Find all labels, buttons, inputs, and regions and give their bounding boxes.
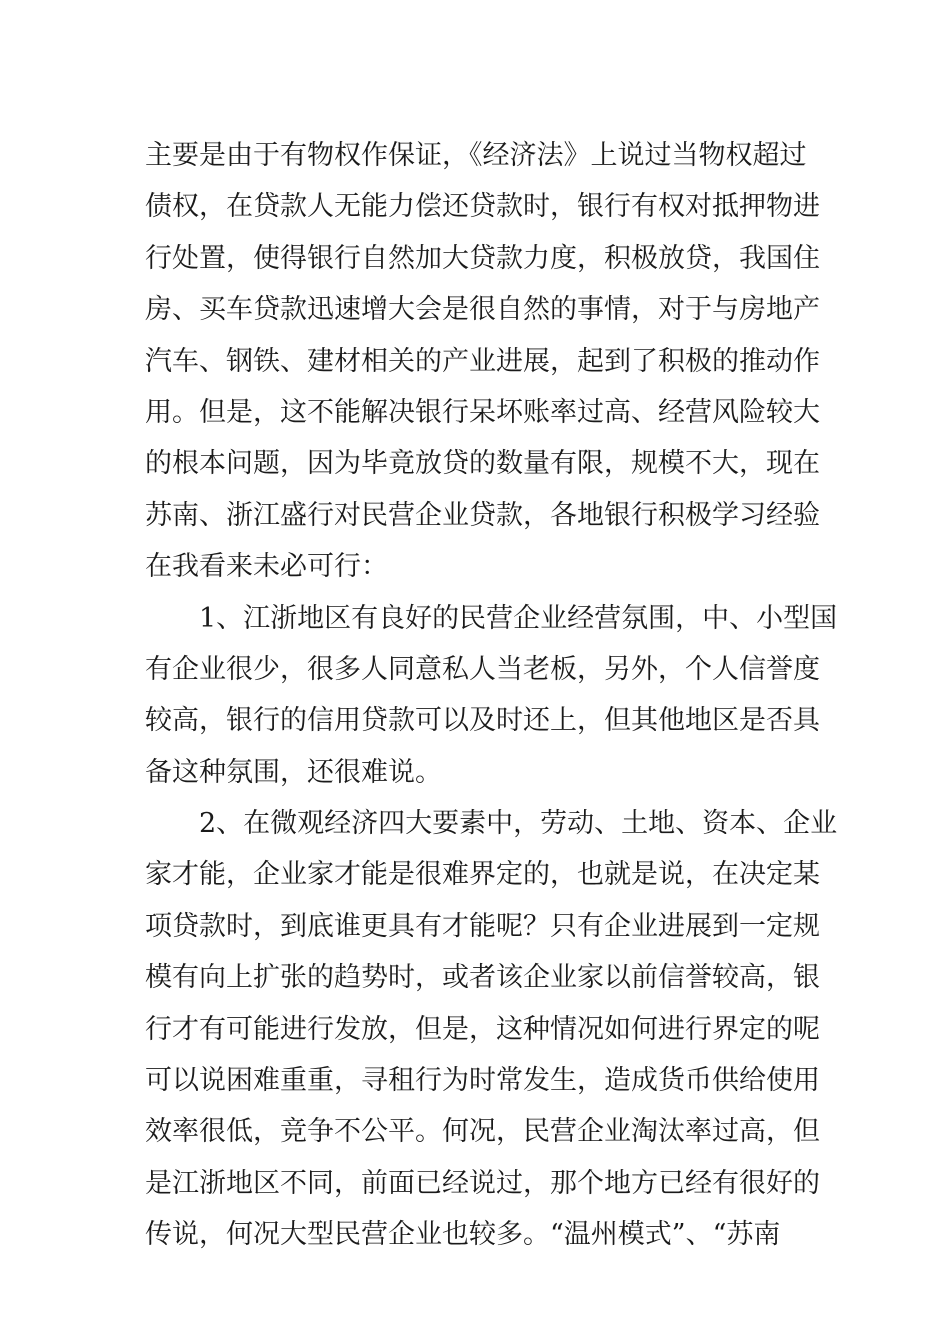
text-line: 项贷款时，到底谁更具有才能呢？只有企业进展到一定规 [145, 910, 820, 942]
text-line: 汽车、钢铁、建材相关的产业进展，起到了积极的推动作 [145, 345, 820, 377]
text-line: 苏南、浙江盛行对民营企业贷款，各地银行积极学习经验 [145, 499, 820, 531]
text-line: 主要是由于有物权作保证，《经济法》上说过当物权超过 [145, 140, 807, 171]
text-line: 用。但是，这不能解决银行呆坏账率过高、经营风险较大 [145, 396, 820, 428]
text-line: 在我看来未必可行： [145, 551, 388, 583]
text-line: 有企业很少，很多人同意私人当老板，另外，个人信誉度 [145, 653, 820, 685]
text-line: 家才能，企业家才能是很难界定的，也就是说，在决定某 [145, 859, 820, 891]
text-line: 债权，在贷款人无能力偿还贷款时，银行有权对抵押物进 [145, 191, 820, 223]
text-line: 行处置，使得银行自然加大贷款力度，积极放贷，我国住 [145, 242, 820, 274]
text-line: 是江浙地区不同，前面已经说过，那个地方已经有很好的 [145, 1167, 820, 1199]
text-line: 房、买车贷款迅速增大会是很自然的事情，对于与房地产 [145, 294, 820, 326]
text-line: 模有向上扩张的趋势时，或者该企业家以前信誉较高，银 [145, 962, 820, 994]
text-line: 的根本问题，因为毕竟放贷的数量有限，规模不大，现在 [145, 448, 820, 480]
text-line: 传说，何况大型民营企业也较多。“温州模式”、“苏南 [145, 1219, 781, 1251]
text-line: 效率很低，竞争不公平。何况，民营企业淘汰率过高，但 [145, 1116, 820, 1148]
paragraph-first-line: 2、在微观经济四大要素中，劳动、土地、资本、企业 [199, 808, 838, 840]
text-line: 可以说困难重重，寻租行为时常发生，造成货币供给使用 [145, 1065, 820, 1097]
body-text [145, 130, 838, 1261]
text-line: 备这种氛围，还很难说。 [145, 756, 442, 788]
text-line: 行才有可能进行发放，但是，这种情况如何进行界定的呢 [145, 1013, 820, 1045]
paragraph-first-line: 1、江浙地区有良好的民营企业经营氛围，中、小型国 [199, 602, 838, 634]
text-line: 较高，银行的信用贷款可以及时还上，但其他地区是否具 [145, 705, 820, 737]
